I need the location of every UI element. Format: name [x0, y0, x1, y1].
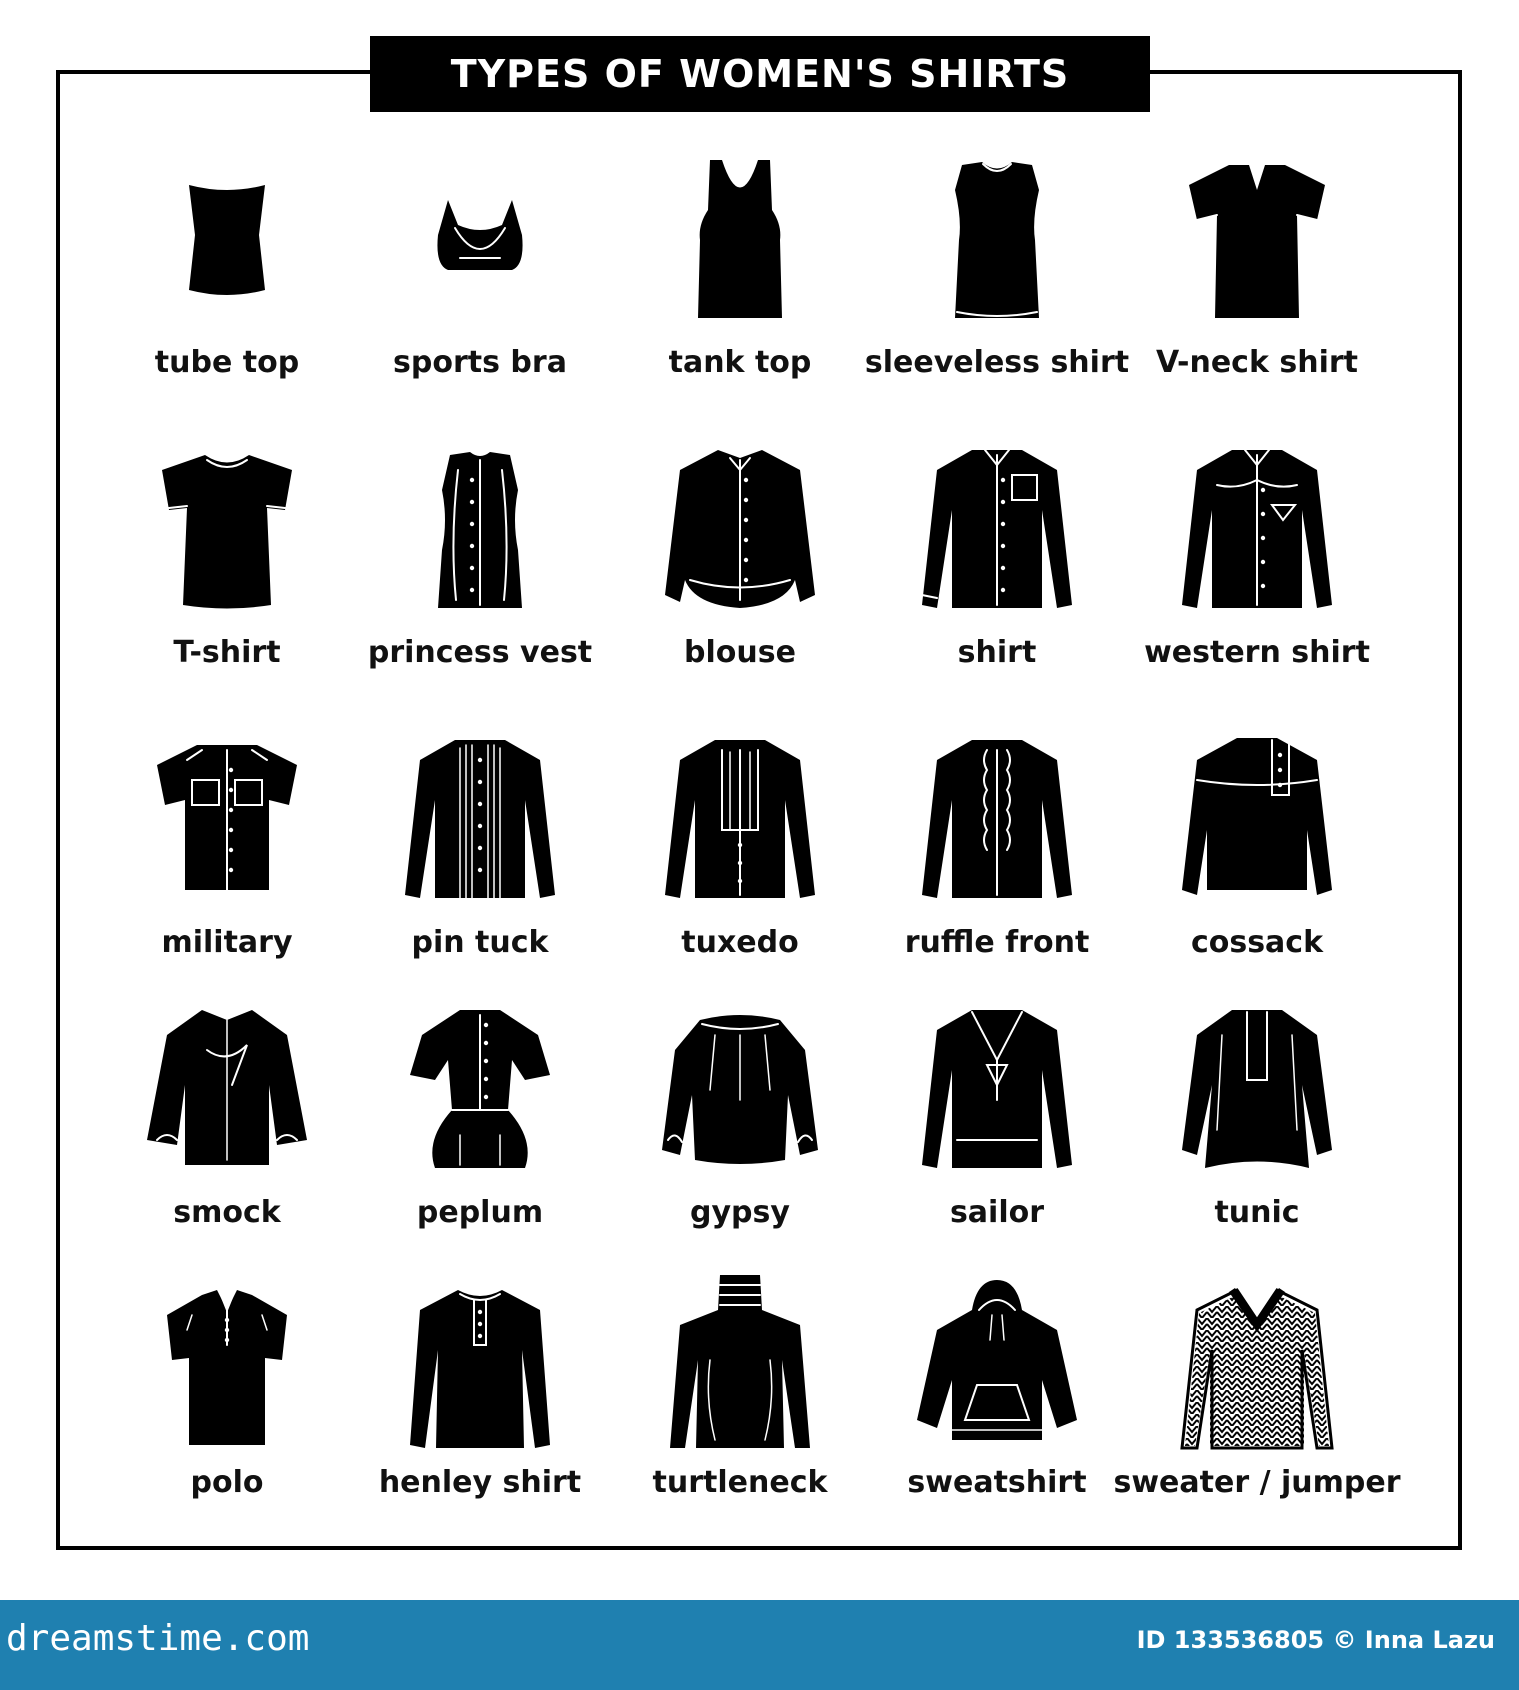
shirt-item	[862, 1270, 1132, 1555]
shirt-label: sailor	[949, 1195, 1045, 1230]
shirt-item	[605, 140, 875, 425]
shirt-item	[1122, 430, 1392, 715]
shirt-label: gypsy	[690, 1195, 790, 1230]
shirt-label: smock	[173, 1195, 281, 1230]
page-title: TYPES OF WOMEN'S SHIRTS	[450, 52, 1070, 96]
shirt-item	[605, 1270, 875, 1555]
shirt-item	[92, 140, 362, 425]
shirt-item	[92, 1270, 362, 1555]
shirt-label: sweatshirt	[907, 1465, 1087, 1500]
shirt-label: sweater / jumper	[1113, 1465, 1401, 1500]
shirt-label: cossack	[1190, 925, 1324, 960]
shirt-label: V-neck shirt	[1155, 345, 1358, 380]
turtleneck-icon	[660, 1270, 820, 1460]
shirt-item	[92, 990, 362, 1275]
pin-tuck-shirt-icon	[400, 720, 560, 910]
sweatshirt-icon	[917, 1270, 1077, 1460]
tuxedo-shirt-icon	[660, 720, 820, 910]
shirt-item	[345, 990, 615, 1275]
shirt-icon	[917, 430, 1077, 620]
shirt-label: shirt	[957, 635, 1037, 670]
gypsy-blouse-icon	[660, 990, 820, 1180]
blouse-icon	[660, 430, 820, 620]
shirt-label: sleeveless shirt	[864, 345, 1130, 380]
shirt-item	[605, 430, 875, 715]
shirt-label: pin tuck	[411, 925, 549, 960]
shirt-label: T-shirt	[173, 635, 281, 670]
shirt-item	[1113, 1270, 1401, 1555]
tube-top-icon	[147, 140, 307, 330]
western-shirt-icon	[1177, 430, 1337, 620]
shirt-item	[1122, 140, 1392, 425]
smock-icon	[147, 990, 307, 1180]
shirt-item	[345, 1270, 615, 1555]
shirt-label: tunic	[1214, 1195, 1300, 1230]
shirt-item	[92, 720, 362, 1005]
cossack-shirt-icon	[1177, 720, 1337, 910]
ruffle-front-shirt-icon	[917, 720, 1077, 910]
shirt-item	[862, 720, 1132, 1005]
peplum-icon	[400, 990, 560, 1180]
sleeveless-shirt-icon	[917, 140, 1077, 330]
shirt-item	[605, 990, 875, 1275]
shirt-item	[345, 720, 615, 1005]
tunic-icon	[1177, 990, 1337, 1180]
princess-vest-icon	[400, 430, 560, 620]
shirt-label: tank top	[668, 345, 812, 380]
shirt-label: ruffle front	[904, 925, 1090, 960]
military-shirt-icon	[147, 720, 307, 910]
footer-bar	[0, 1600, 1519, 1690]
sports-bra-icon	[400, 140, 560, 330]
sweater-icon	[1177, 1270, 1337, 1460]
sailor-shirt-icon	[917, 990, 1077, 1180]
shirt-item	[1122, 990, 1392, 1275]
t-shirt-icon	[147, 430, 307, 620]
shirt-label: western shirt	[1144, 635, 1370, 670]
polo-shirt-icon	[147, 1270, 307, 1460]
v-neck-shirt-icon	[1177, 140, 1337, 330]
shirt-label: polo	[190, 1465, 264, 1500]
shirt-label: turtleneck	[652, 1465, 828, 1500]
shirt-item	[92, 430, 362, 715]
shirt-label: princess vest	[367, 635, 593, 670]
footer-credit: ID 133536805 © Inna Lazu	[1136, 1626, 1495, 1654]
shirt-item	[605, 720, 875, 1005]
footer-brand: dreamstime.com	[6, 1618, 310, 1659]
shirt-item	[345, 140, 615, 425]
shirt-item	[1122, 720, 1392, 1005]
shirt-item	[862, 430, 1132, 715]
shirt-label: peplum	[416, 1195, 544, 1230]
henley-shirt-icon	[400, 1270, 560, 1460]
shirt-label: tube top	[154, 345, 300, 380]
shirt-label: sports bra	[393, 345, 567, 380]
shirt-label: tuxedo	[681, 925, 799, 960]
shirt-label: blouse	[684, 635, 796, 670]
shirt-label: henley shirt	[378, 1465, 582, 1500]
shirt-item	[345, 430, 615, 715]
shirt-label: military	[161, 925, 293, 960]
shirt-item	[862, 140, 1132, 425]
tank-top-icon	[660, 140, 820, 330]
shirt-item	[862, 990, 1132, 1275]
